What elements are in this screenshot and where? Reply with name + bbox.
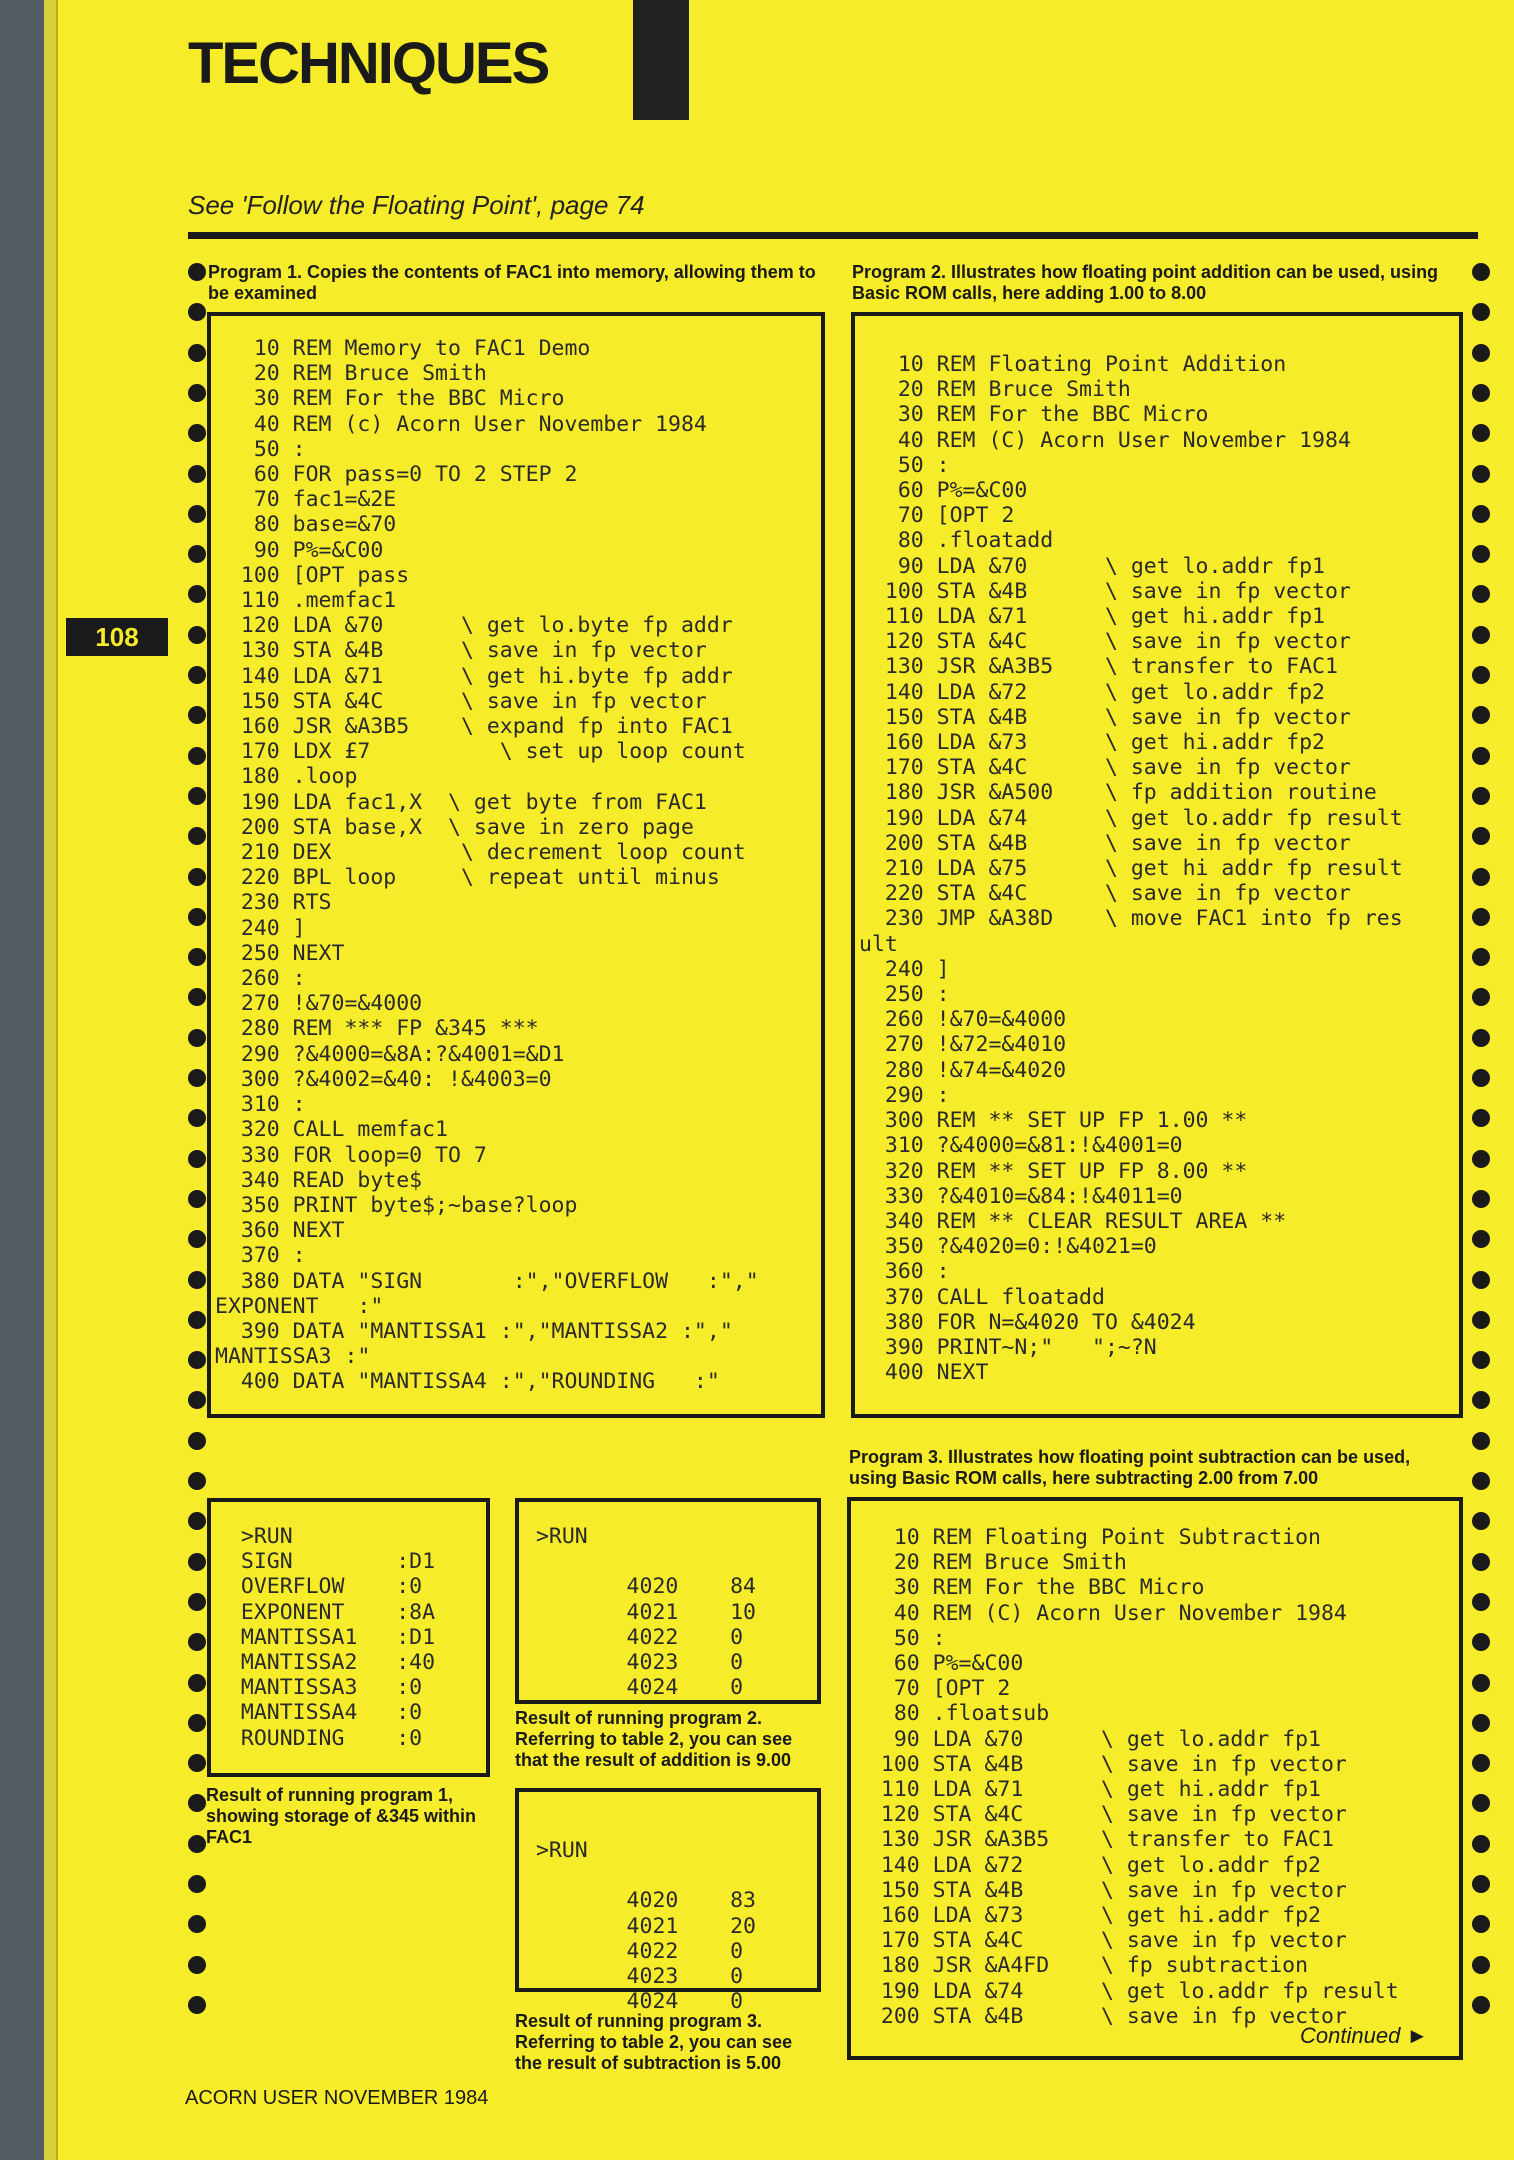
continued-label: Continued ► (1300, 2023, 1429, 2048)
perforation-dot (1472, 1029, 1490, 1047)
perforation-dot (188, 948, 206, 966)
perforation-dot (1472, 908, 1490, 926)
perforation-dot (1472, 1150, 1490, 1168)
perforation-dot (188, 303, 206, 321)
program1-caption: Program 1. Copies the contents of FAC1 into memory, allowing them to be examined (208, 262, 816, 303)
perforation-dot (1472, 1674, 1490, 1692)
perforation-dot (1472, 585, 1490, 603)
perforation-dot (1472, 1996, 1490, 2014)
perforation-dot (188, 545, 206, 563)
perforation-dot (1472, 303, 1490, 321)
perforation-dot (188, 1109, 206, 1127)
perforation-dot (188, 626, 206, 644)
perforation-dot (188, 1633, 206, 1651)
result2-caption: Result of running program 2. Referring to table 2, you can see that the result of addition is 9.00 (515, 1708, 793, 1770)
perforation-dot (188, 1674, 206, 1692)
perforation-dot (1472, 626, 1490, 644)
perforation-dot (1472, 1472, 1490, 1490)
program2-listing-box (851, 312, 1463, 1418)
perforation-dot (188, 1351, 206, 1369)
perforation-dot (188, 1996, 206, 2014)
section-title: TECHNIQUES (188, 31, 549, 96)
perforation-dot (1472, 1230, 1490, 1248)
perforation-dot (188, 1754, 206, 1772)
perforation-dot (188, 908, 206, 926)
perforation-dot (188, 868, 206, 886)
perforation-dot (188, 1150, 206, 1168)
perforation-dot (188, 1915, 206, 1933)
perforation-dot (188, 1069, 206, 1087)
program2-caption: Program 2. Illustrates how floating point addition can be used, using Basic ROM calls, here adding 1.00 to 8.00 (852, 262, 1439, 303)
perforation-dot (1472, 1956, 1490, 1974)
perforation-dot (1472, 1271, 1490, 1289)
perforation-dot (188, 1432, 206, 1450)
perforation-dot (188, 344, 206, 362)
perforation-dot (1472, 1311, 1490, 1329)
cross-reference: See 'Follow the Floating Point', page 74 (188, 190, 645, 220)
binding-edge (44, 0, 58, 2160)
program1-listing-box (207, 312, 825, 1418)
perforation-dot (1472, 344, 1490, 362)
perforation-dot (188, 1512, 206, 1530)
perforation-dot (1472, 1875, 1490, 1893)
perforation-dot (188, 1956, 206, 1974)
perforation-dot (188, 1875, 206, 1893)
perforation-dot (1472, 1633, 1490, 1651)
perforation-dot (188, 1391, 206, 1409)
perforation-dot (1472, 1835, 1490, 1853)
result3-output-box (515, 1788, 821, 2015)
perforation-dot (1472, 988, 1490, 1006)
perforation-dot (1472, 1915, 1490, 1933)
perforation-dot (1472, 747, 1490, 765)
result2-output-box (515, 1498, 821, 1704)
perforation-dot (188, 465, 206, 483)
perforation-dot (188, 424, 206, 442)
perforation-dot (1472, 787, 1490, 805)
perforation-dot (1472, 424, 1490, 442)
perforation-dot (188, 787, 206, 805)
header-rule (188, 232, 1478, 239)
perforation-dot (1472, 1593, 1490, 1611)
perforation-dot (1472, 1432, 1490, 1450)
perforation-dot (188, 384, 206, 402)
perforation-dot (1472, 1553, 1490, 1571)
program3-listing-box (847, 1497, 1463, 2060)
perforation-dot (188, 1835, 206, 1853)
perforation-dot (188, 1794, 206, 1812)
result1-output-box (207, 1498, 490, 1777)
perforation-dot (188, 1230, 206, 1248)
perforation-dot (188, 1593, 206, 1611)
perforation-dot (188, 263, 206, 281)
result2-output: >RUN 4020 84 4021 10 4022 0 4023 0 4024 0 (535, 1524, 756, 1701)
perforation-dot (1472, 1754, 1490, 1772)
perforation-dot (1472, 263, 1490, 281)
program1-code: 10 REM Memory to FAC1 Demo 20 REM Bruce Smith 30 REM For the BBC Micro 40 REM (c) Acorn User November 1984 50 : 60 FOR pass=0 TO 2 STEP 2 70 fac1=&2E 80 base=&70 90 P%=&C00 100 [OPT pass 110 .memfac1 120 LDA &70 \ get lo.byte fp addr 130 STA &4B \ save in fp vector 140 LDA &71 \ get hi.byte fp addr 150 STA &4C \ save in fp vector 160 JSR &A3B5 \ expand fp into FAC1 170 LDX £7 \ set up loop count 180 .loop 190 LDA fac1,X \ get byte from FAC1 200 STA base,X \ save in zero page 210 DEX \ decrement loop count 220 BPL loop \ repeat until minus 230 RTS 240 ] 250 NEXT 260 : 270 !&70=&4000 280 REM *** FP &345 *** 290 ?&4000=&8A:?&4001=&D1 300 ?&4002=&40: !&4003=0 310 : 320 CALL memfac1 330 FOR loop=0 TO 7 340 READ byte$ 350 PRINT byte$;~base?loop 360 NEXT 370 : 380 DATA "SIGN :","OVERFLOW :"," EXPONENT :" 390 DATA "MANTISSA1 :","MANTISSA2 :"," MANTISSA3 :" 400 DATA "MANTISSA4 :","ROUNDING :" (215, 336, 759, 1395)
program2-code: 10 REM Floating Point Addition 20 REM Bruce Smith 30 REM For the BBC Micro 40 REM (C) Acorn User November 1984 50 : 60 P%=&C00 70 [OPT 2 80 .floatadd 90 LDA &70 \ get lo.addr fp1 100 STA &4B \ save in fp vector 110 LDA &71 \ get hi.addr fp1 120 STA &4C \ save in fp vector 130 JSR &A3B5 \ transfer to FAC1 140 LDA &72 \ get lo.addr fp2 150 STA &4B \ save in fp vector 160 LDA &73 \ get hi.addr fp2 170 STA &4C \ save in fp vector 180 JSR &A500 \ fp addition routine 190 LDA &74 \ get lo.addr fp result 200 STA &4B \ save in fp vector 210 LDA &75 \ get hi addr fp result 220 STA &4C \ save in fp vector 230 JMP &A38D \ move FAC1 into fp res ult 240 ] 250 : 260 !&70=&4000 270 !&72=&4010 280 !&74=&4020 290 : 300 REM ** SET UP FP 1.00 ** 310 ?&4000=&81:!&4001=0 320 REM ** SET UP FP 8.00 ** 330 ?&4010=&84:!&4011=0 340 REM ** CLEAR RESULT AREA ** 350 ?&4020=0:!&4021=0 360 : 370 CALL floatadd 380 FOR N=&4020 TO &4024 390 PRINT~N;" ";~?N 400 NEXT (859, 352, 1403, 1386)
result1-output: >RUN SIGN :D1 OVERFLOW :0 EXPONENT :8A MANTISSA1 :D1 MANTISSA2 :40 MANTISSA3 :0 MANTISSA4 :0 ROUNDING :0 (240, 1524, 436, 1751)
perforation-dot (1472, 1190, 1490, 1208)
perforation-dot (188, 1029, 206, 1047)
perforation-dot (1472, 1512, 1490, 1530)
perforation-dot (1472, 505, 1490, 523)
perforation-dot (1472, 465, 1490, 483)
perforation-dot (1472, 1109, 1490, 1127)
result3-caption: Result of running program 3. Referring to table 2, you can see the result of subtraction is 5.00 (515, 2011, 793, 2073)
perforation-dot (188, 747, 206, 765)
program3-caption: Program 3. Illustrates how floating point subtraction can be used, using Basic ROM calls, here subtracting 2.00 from 7.00 (849, 1447, 1411, 1488)
perforation-dot (1472, 1351, 1490, 1369)
result1-caption: Result of running program 1, showing storage of &345 within FAC1 (206, 1785, 477, 1847)
perforation-dot (1472, 666, 1490, 684)
perforation-dot (188, 1311, 206, 1329)
perforation-dot (1472, 706, 1490, 724)
perforation-dot (1472, 1069, 1490, 1087)
perforation-dot (1472, 948, 1490, 966)
perforation-dot (188, 666, 206, 684)
perforation-dot (188, 988, 206, 1006)
perforation-dot (188, 827, 206, 845)
perforation-dot (188, 1472, 206, 1490)
perforation-dot (1472, 868, 1490, 886)
perforation-dot (1472, 1794, 1490, 1812)
perforation-dot (188, 1714, 206, 1732)
page-number: 108 (66, 618, 168, 656)
perforation-dot (188, 706, 206, 724)
perforation-dot (188, 585, 206, 603)
perforation-dot (1472, 1714, 1490, 1732)
result3-output: >RUN 4020 83 4021 20 4022 0 4023 0 4024 0 (535, 1838, 756, 2015)
perforation-dot (188, 505, 206, 523)
page-footer: ACORN USER NOVEMBER 1984 (185, 2087, 489, 2109)
perforation-dot (188, 1190, 206, 1208)
binding-spine (0, 0, 44, 2160)
perforation-dot (188, 1553, 206, 1571)
perforation-dot (188, 1271, 206, 1289)
perforation-dot (1472, 1391, 1490, 1409)
perforation-dot (1472, 545, 1490, 563)
title-bar-decoration (633, 0, 689, 120)
perforation-dot (1472, 384, 1490, 402)
perforation-dot (1472, 827, 1490, 845)
program3-code: 10 REM Floating Point Subtraction 20 REM Bruce Smith 30 REM For the BBC Micro 40 REM (C) Acorn User November 1984 50 : 60 P%=&C00 70 [OPT 2 80 .floatsub 90 LDA &70 \ get lo.addr fp1 100 STA &4B \ save in fp vector 110 LDA &71 \ get hi.addr fp1 120 STA &4C \ save in fp vector 130 JSR &A3B5 \ transfer to FAC1 140 LDA &72 \ get lo.addr fp2 150 STA &4B \ save in fp vector 160 LDA &73 \ get hi.addr fp2 170 STA &4C \ save in fp vector 180 JSR &A4FD \ fp subtraction 190 LDA &74 \ get lo.addr fp result 200 STA &4B \ save in fp vector (880, 1525, 1399, 2029)
